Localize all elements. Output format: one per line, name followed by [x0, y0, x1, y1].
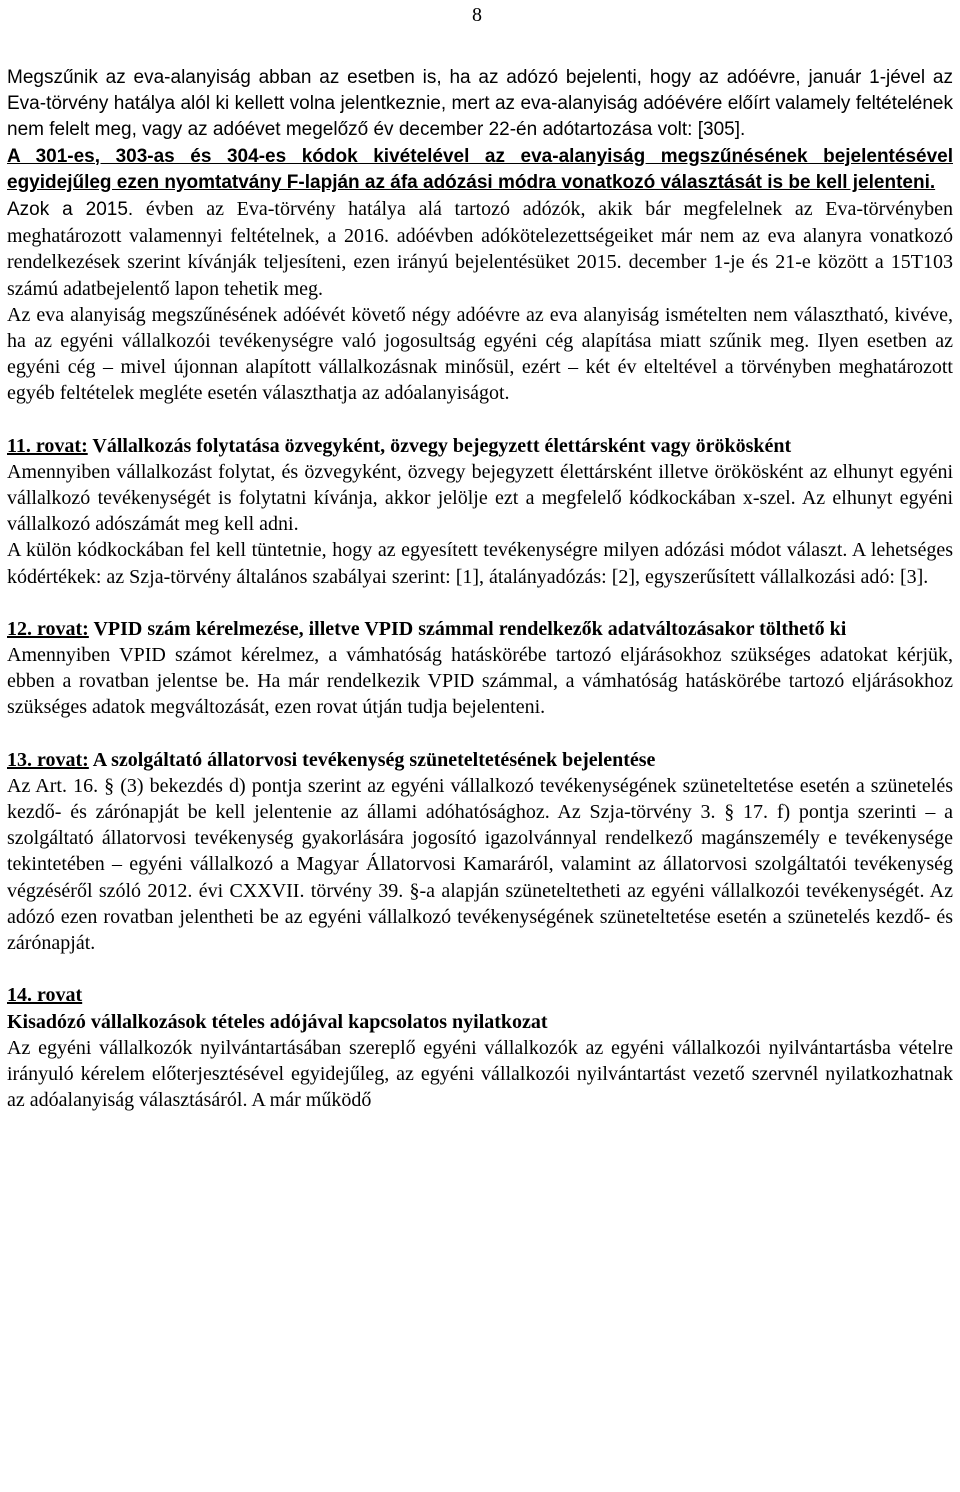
section-12-paragraph-1: Amennyiben VPID számot kérelmez, a vámhatóság hatáskörébe tartozó eljárásokhoz szükséges adatokat kérjük, ebben a rovatban jelentse be. Ha már rendelkezik VPID számmal, a vámhatóság hatáskörébe tartozó eljárásokhoz szükséges adatok megváltozását, ezen rovat útján tudja bejelenteni.	[7, 644, 953, 719]
paragraph-2015-notice	[7, 196, 953, 302]
section-12-heading	[7, 616, 953, 642]
paragraph-eva-termination: Megszűnik az eva-alanyiság abban az esetben is, ha az adózó bejelenti, hogy az adóévre, január 1-jével az Eva-törvény hatálya alól ki kellett volna jelentkeznie, mert az eva-alanyiság adóévére előírt valamely feltételének nem felelt meg, vagy az adóévet megelőző év december 22-én adótartozása volt: [305].	[7, 67, 953, 141]
paragraph-2015-notice-rest: évben az Eva-törvény hatálya alá tartozó adózók, akik bár megfelelnek az Eva-törvényben meghatározott valamennyi feltételnek, a 2016. adóévben adókötelezettségeiket már nem az eva alanyra vonatkozó rendelkezések szerint kívánják teljesíteni, ezen irányú bejelentésüket 2015. december 1-je és 21-e között a 15T103 számú adatbejelentő lapon tehetik meg.	[7, 198, 953, 300]
section-14-heading	[7, 982, 953, 1008]
section-14-paragraph-1: Az egyéni vállalkozók nyilvántartásában szereplő egyéni vállalkozók az egyéni vállalkozói nyilvántartásba vételre irányuló kérelem előterjesztésével egyidejűleg, az egyéni vállalkozói nyilvántartást vezető szervnél nyilatkozhatnak az adóalanyiság választásáról. A már működő	[7, 1036, 953, 1112]
section-12-title: VPID szám kérelmezése, illetve VPID számmal rendelkezők adatváltozásakor tölthető ki	[88, 617, 847, 640]
section-13-paragraph-1: Az Art. 16. § (3) bekezdés d) pontja szerint az egyéni vállalkozó tevékenységének szüneteltetése esetén a szünetelés kezdő- és zárónapját be kell jelentenie az állami adóhatósághoz. Az Szja-törvény 3. § 17. f) pontja szerinti – a szolgáltató állatorvosi tevékenység gyakorlására jogosító igazolvánnyal rendelkező magánszemély e tevékenysége tekintetében – egyéni vállalkozó a Magyar Állatorvosi Kamaráról, valamint az állatorvosi szolgáltatói tevékenység végzéséről szóló 2012. évi CXXVII. törvény 39. §-a alapján szüneteltetheti az egyéni vállalkozói tevékenységét. Az adózó ezen rovatban jelentheti be az egyéni vállalkozó tevékenységének szüneteltetése esetén a szünetelés kezdő- és zárónapját.	[7, 774, 953, 955]
section-13-number: 13. rovat:	[7, 748, 89, 771]
section-11-title: Vállalkozás folytatása özvegyként, özvegy bejegyzett élettársként vagy örökösként	[87, 434, 792, 457]
paragraph-2015-notice-start: Azok a 2015.	[7, 199, 134, 221]
paragraph-eva-reelection: Az eva alanyiság megszűnésének adóévét követő négy adóévre az eva alanyiság ismételten nem választható, kivéve, ha az egyéni vállalkozói tevékenységre való jogosultság egyéni cég alapítása miatt szűnik meg. Ilyen esetben az egyéni cég – mivel újonnan alapított vállalkozásnak minősül, ezért – két év elteltével a törvényben meghatározott egyéb feltételek megléte esetén választhatja az adóalanyiságot.	[7, 303, 953, 405]
section-13-title: A szolgáltató állatorvosi tevékenység szüneteltetésének bejelentése	[88, 748, 656, 771]
section-14-number: 14. rovat	[7, 984, 83, 1007]
section-13-heading	[7, 747, 953, 773]
section-11-paragraph-2: A külön kódkockában fel kell tüntetnie, hogy az egyesített tevékenységre milyen adózási módot választ. A lehetséges kódértékek: az Szja-törvény általános szabályai szerint: [1], átalányadózás: [2], egyszerűsített vállalkozási adó: [3].	[7, 539, 953, 588]
section-14-title: Kisadózó vállalkozások tételes adójával kapcsolatos nyilatkozat	[7, 1010, 548, 1033]
paragraph-code-exception-notice: A 301-es, 303-as és 304-es kódok kivételével az eva-alanyiság megszűnésének bejelentésével egyidejűleg ezen nyomtatvány F-lapján az áfa adózási módra vonatkozó választását is be kell jelenteni.	[7, 145, 953, 193]
document-body	[7, 65, 953, 1113]
section-11-number: 11. rovat:	[7, 434, 88, 457]
section-11-heading	[7, 433, 953, 459]
page-number: 8	[472, 4, 482, 26]
section-12-number: 12. rovat:	[7, 617, 89, 640]
section-11-paragraph-1: Amennyiben vállalkozást folytat, és özvegyként, özvegy bejegyzett élettársként illetve örökösként az elhunyt egyéni vállalkozó tevékenységét is folytatni kívánja, akkor jelölje ezt a megfelelő kódkockában x-szel. Az elhunyt egyéni vállalkozó adószámát meg kell adni.	[7, 460, 953, 536]
